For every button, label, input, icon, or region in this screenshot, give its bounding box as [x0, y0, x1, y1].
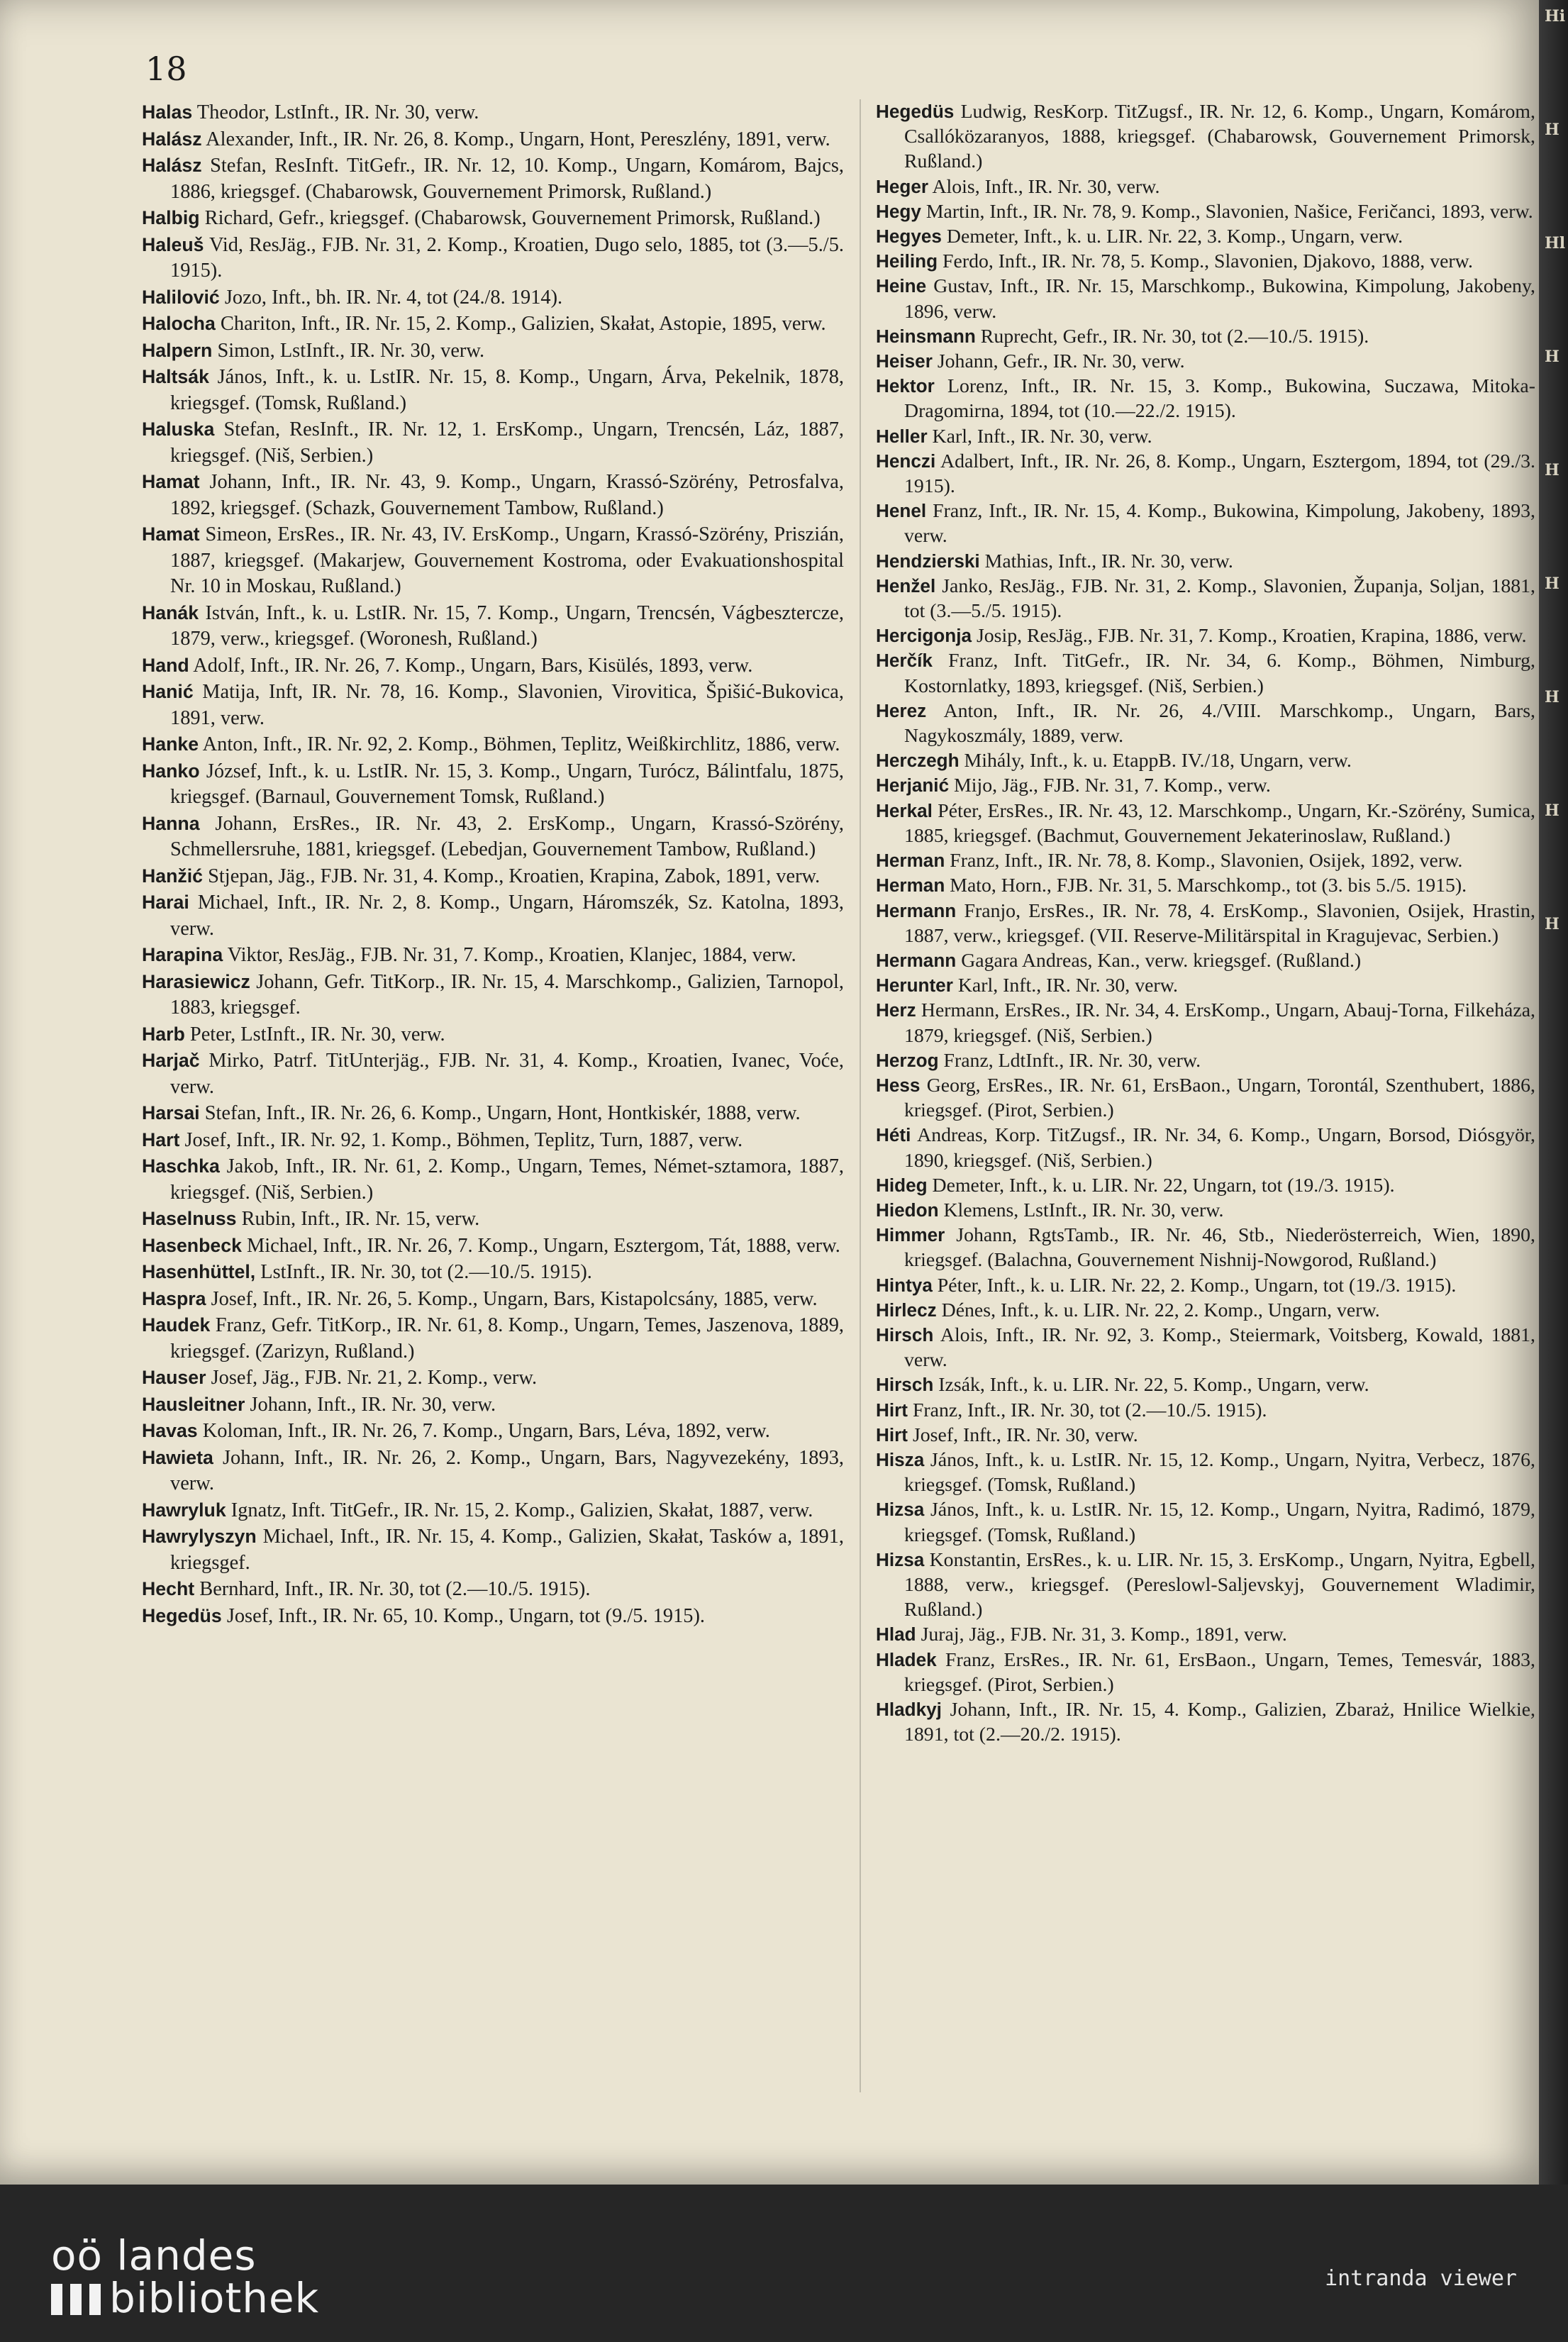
entry-details: János, Inft., k. u. LstIR. Nr. 15, 12. Komp., Ungarn, Nyitra, Radimó, 1879, kriegsgef. (Tomsk, Rußland.)	[904, 1499, 1535, 1546]
entry-details: Bernhard, Inft., IR. Nr. 30, tot (2.—10./5. 1915).	[194, 1578, 591, 1600]
entry-surname: Hanák	[142, 601, 199, 623]
entry-surname: Hecht	[142, 1578, 195, 1599]
entry-surname: Hanžić	[142, 865, 204, 887]
entry-surname: Hisza	[876, 1448, 925, 1470]
register-entry	[876, 449, 1535, 499]
register-entry	[876, 899, 1535, 948]
entry-surname: Hirt	[876, 1399, 908, 1421]
entry-surname: Harasiewicz	[142, 970, 250, 992]
entry-details: Mihály, Inft., k. u. EtappB. IV./18, Ungarn, verw.	[959, 750, 1352, 772]
register-entry	[876, 549, 1535, 574]
entry-details: Adalbert, Inft., IR. Nr. 26, 8. Komp., Ungarn, Esztergom, 1894, tot (29./3. 1915).	[904, 450, 1535, 498]
entry-details: Péter, ErsRes., IR. Nr. 43, 12. Marschkomp., Ungarn, Kr.-Szörény, Sumica, 1885, kriegsgef. (Bachmut, Gouvernement Jekaterinoslaw, Rußland.)	[904, 799, 1535, 847]
entry-details: Hermann, ErsRes., IR. Nr. 34, 4. ErsKomp., Ungarn, Abauj-Torna, Filkeháza, 1879, kriegsgef. (Niš, Serbien.)	[904, 999, 1535, 1047]
entry-details: Josip, ResJäg., FJB. Nr. 31, 7. Komp., Kroatien, Krapina, 1886, verw.	[972, 625, 1527, 648]
register-entry	[142, 521, 844, 600]
entry-surname: Halász	[142, 155, 202, 176]
register-entry	[876, 648, 1535, 698]
register-entry	[876, 873, 1535, 898]
entry-details: Alois, Inft., IR. Nr. 30, verw.	[928, 175, 1160, 198]
register-entry	[876, 1323, 1535, 1372]
register-entry	[876, 499, 1535, 548]
entry-surname: Herčík	[876, 650, 933, 672]
logo-bars-icon	[51, 2284, 104, 2315]
entry-surname: Harb	[142, 1023, 185, 1045]
entry-details: Stjepan, Jäg., FJB. Nr. 31, 4. Komp., Kroatien, Krapina, Zabok, 1891, verw.	[203, 865, 821, 887]
entry-surname: Hiedon	[876, 1199, 939, 1221]
entry-details: Richard, Gefr., kriegsgef. (Chabarowsk, Gouvernement Primorsk, Rußland.)	[199, 207, 821, 229]
column-divider	[860, 99, 861, 2092]
register-entry	[142, 969, 844, 1021]
entry-details: Dénes, Inft., k. u. LIR. Nr. 22, 2. Komp., Ungarn, verw.	[936, 1299, 1380, 1321]
entry-details: Jozo, Inft., bh. IR. Nr. 4, tot (24./8. 1914).	[219, 286, 563, 309]
entry-details: Franz, LdtInft., IR. Nr. 30, verw.	[938, 1049, 1201, 1072]
register-entry	[876, 1048, 1535, 1073]
entry-surname: Hirsch	[876, 1323, 934, 1345]
entry-surname: Hart	[142, 1128, 180, 1150]
entry-surname: Herzog	[876, 1049, 939, 1071]
register-entry	[142, 1153, 844, 1206]
adjacent-page-edge	[1539, 0, 1568, 2185]
library-logo[interactable]	[51, 2231, 320, 2322]
register-entry	[142, 416, 844, 469]
register-entry	[142, 1100, 844, 1127]
entry-surname: Hamat	[142, 471, 200, 492]
entry-surname: Halas	[142, 101, 193, 123]
entry-details: János, Inft., k. u. LstIR. Nr. 15, 12. Komp., Ungarn, Nyitra, Verbecz, 1876, kriegsgef. (Tomsk, Rußland.)	[904, 1448, 1535, 1497]
register-entry	[142, 863, 844, 890]
entry-details: Johann, Inft., IR. Nr. 26, 2. Komp., Ungarn, Bars, Nagyvezekény, 1893, verw.	[170, 1446, 844, 1494]
entry-details: József, Inft., k. u. LstIR. Nr. 15, 3. Komp., Ungarn, Turócz, Bálintfalu, 1875, kriegsgef. (Barnaul, Gouvernement Tomsk, Rußland.)	[170, 760, 844, 808]
register-entry	[876, 224, 1535, 249]
entry-details: Peter, LstInft., IR. Nr. 30, verw.	[184, 1023, 445, 1045]
entry-details: Andreas, Korp. TitZugsf., IR. Nr. 34, 6. Komp., Ungarn, Borsod, Diósgyör, 1890, kriegsgef. (Niš, Serbien.)	[904, 1124, 1535, 1172]
entry-details: Franz, Inft., IR. Nr. 30, tot (2.—10./5. 1915).	[908, 1399, 1267, 1421]
entry-surname: Henžel	[876, 575, 936, 596]
entry-surname: Hirlecz	[876, 1299, 937, 1321]
register-entry	[142, 1497, 844, 1524]
entry-details: Simeon, ErsRes., IR. Nr. 43, IV. ErsKomp., Ungarn, Krassó-Szörény, Priszián, 1887, kriegsgef. (Makarjew, Gouvernement Kostroma, oder Evakuationshospital Nr. 10 in Moskau, Rußland.)	[170, 523, 844, 597]
register-entry	[142, 1206, 844, 1233]
entry-details: Chariton, Inft., IR. Nr. 15, 2. Komp., Galizien, Skałat, Astopie, 1895, verw.	[215, 313, 826, 335]
entry-surname: Hamat	[142, 523, 200, 545]
entry-surname: Heinsmann	[876, 325, 976, 347]
entry-details: István, Inft., k. u. LstIR. Nr. 15, 7. Komp., Ungarn, Trencsén, Vágbesztercze, 1879, verw., kriegsgef. (Woronesh, Rußland.)	[170, 601, 844, 650]
register-entry	[142, 469, 844, 521]
entry-details: Stefan, ResInft., IR. Nr. 12, 1. ErsKomp., Ungarn, Trencsén, Láz, 1887, kriegsgef. (Niš, Serbien.)	[170, 418, 844, 467]
entry-details: Adolf, Inft., IR. Nr. 26, 7. Komp., Ungarn, Bars, Kisülés, 1893, verw.	[189, 654, 753, 677]
entry-surname: Harsai	[142, 1102, 200, 1123]
entry-details: Viktor, ResJäg., FJB. Nr. 31, 7. Komp., Kroatien, Klanjec, 1884, verw.	[223, 944, 796, 966]
register-entry	[876, 1123, 1535, 1172]
entry-surname: Herunter	[876, 975, 953, 997]
entry-surname: Haspra	[142, 1287, 206, 1309]
entry-details: Michael, Inft., IR. Nr. 26, 7. Komp., Ungarn, Esztergom, Tát, 1888, verw.	[241, 1234, 840, 1257]
entry-surname: Herkal	[876, 799, 933, 821]
entry-details: Franz, Gefr. TitKorp., IR. Nr. 61, 8. Komp., Ungarn, Temes, Jaszenova, 1889, kriegsgef. (Zarizyn, Rußland.)	[170, 1314, 844, 1363]
register-entry	[876, 374, 1535, 423]
entry-surname: Hegy	[876, 200, 921, 222]
register-entry	[142, 311, 844, 338]
entry-surname: Hendzierski	[876, 550, 980, 572]
register-entry	[876, 1548, 1535, 1623]
register-entry	[876, 973, 1535, 998]
entry-details: Johann, Inft., IR. Nr. 30, verw.	[245, 1393, 496, 1416]
entry-surname: Hegedüs	[142, 1604, 222, 1626]
entry-details: Anton, Inft., IR. Nr. 92, 2. Komp., Böhmen, Teplitz, Weißkirchlitz, 1886, verw.	[199, 733, 840, 755]
register-entry	[876, 998, 1535, 1048]
entry-details: Josef, Inft., IR. Nr. 26, 5. Komp., Ungarn, Bars, Kistapolcsány, 1885, verw.	[206, 1287, 818, 1310]
register-entry	[876, 748, 1535, 773]
edge-fragment: Hi	[1545, 7, 1566, 26]
entry-details: Gagara Andreas, Kan., verw. kriegsgef. (Rußland.)	[956, 949, 1362, 972]
entry-details: Ruprecht, Gefr., IR. Nr. 30, tot (2.—10./5. 1915).	[975, 325, 1369, 348]
entry-surname: Hektor	[876, 375, 935, 397]
register-entry	[876, 1273, 1535, 1298]
entry-surname: Havas	[142, 1420, 198, 1441]
entry-surname: Herjanić	[876, 775, 950, 797]
edge-fragment: H	[1545, 801, 1559, 820]
logo-line-2: bibliothek	[109, 2274, 320, 2322]
entry-details: Josef, Inft., IR. Nr. 30, verw.	[908, 1423, 1138, 1446]
entry-surname: Hand	[142, 654, 189, 676]
entry-surname: Hasenhüttel,	[142, 1261, 256, 1282]
entry-surname: Hausleitner	[142, 1393, 245, 1415]
register-entry	[876, 799, 1535, 848]
entry-details: János, Inft., k. u. LstIR. Nr. 15, 8. Komp., Ungarn, Árva, Pekelnik, 1878, kriegsgef. (Tomsk, Rußland.)	[170, 366, 844, 414]
register-entry	[876, 1697, 1535, 1747]
register-entry	[876, 1298, 1535, 1323]
entry-details: Franz, Inft. TitGefr., IR. Nr. 34, 6. Komp., Böhmen, Nimburg, Kostornlatky, 1893, kriegsgef. (Niš, Serbien.)	[904, 650, 1535, 697]
entry-details: Michael, Inft., IR. Nr. 15, 4. Komp., Galizien, Skałat, Tasków a, 1891, kriegsgef.	[170, 1526, 844, 1574]
register-entry	[876, 274, 1535, 323]
register-entry	[876, 1372, 1535, 1397]
entry-details: Koloman, Inft., IR. Nr. 26, 7. Komp., Ungarn, Bars, Léva, 1892, verw.	[197, 1420, 770, 1442]
entry-details: Mato, Horn., FJB. Nr. 31, 5. Marschkomp., tot (3. bis 5./5. 1915).	[945, 875, 1467, 897]
entry-surname: Hanke	[142, 733, 199, 755]
entry-details: Ludwig, ResKorp. TitZugsf., IR. Nr. 12, 6. Komp., Ungarn, Komárom, Csallóközaranyos, 1888, kriegsgef. (Chabarowsk, Gouvernement Primorsk, Rußland.)	[904, 101, 1535, 173]
register-entry	[142, 679, 844, 731]
register-entry	[876, 1173, 1535, 1198]
entry-details: Josef, Jäg., FJB. Nr. 21, 2. Komp., verw.	[206, 1367, 538, 1389]
entry-surname: Hegedüs	[876, 101, 955, 122]
entry-surname: Haleuš	[142, 233, 204, 255]
entry-details: Martin, Inft., IR. Nr. 78, 9. Komp., Slavonien, Našice, Feričanci, 1893, verw.	[921, 200, 1533, 223]
entry-details: Johann, Gefr., IR. Nr. 30, verw.	[932, 350, 1185, 373]
entry-details: Alexander, Inft., IR. Nr. 26, 8. Komp., Ungarn, Hont, Pereszlény, 1891, verw.	[201, 128, 830, 150]
entry-surname: Hawrylyszyn	[142, 1526, 257, 1547]
register-entry	[142, 1312, 844, 1365]
register-entry	[876, 574, 1535, 623]
entry-surname: Harapina	[142, 944, 223, 965]
entry-details: Ignatz, Inft. TitGefr., IR. Nr. 15, 2. Komp., Galizien, Skałat, 1887, verw.	[226, 1499, 813, 1521]
entry-details: Juraj, Jäg., FJB. Nr. 31, 3. Komp., 1891, verw.	[916, 1624, 1287, 1646]
entry-surname: Halpern	[142, 339, 213, 361]
entry-surname: Hercigonja	[876, 625, 972, 647]
entry-surname: Halocha	[142, 313, 216, 334]
entry-details: Franz, Inft., IR. Nr. 15, 4. Komp., Bukowina, Kimpolung, Jakobeny, 1893, verw.	[904, 500, 1535, 548]
register-entry	[876, 174, 1535, 199]
entry-surname: Hirsch	[876, 1374, 934, 1396]
register-entry	[142, 1259, 844, 1286]
register-entry	[876, 699, 1535, 748]
entry-surname: Hideg	[876, 1174, 928, 1196]
entry-details: Josef, Inft., IR. Nr. 65, 10. Komp., Ungarn, tot (9./5. 1915).	[221, 1604, 706, 1627]
entry-surname: Haluska	[142, 418, 215, 440]
entry-surname: Hizsa	[876, 1499, 925, 1521]
entry-surname: Herman	[876, 875, 945, 897]
entry-details: Karl, Inft., IR. Nr. 30, verw.	[952, 975, 1178, 997]
entry-details: Matija, Inft, IR. Nr. 78, 16. Komp., Slavonien, Virovitica, Špišić-Bukovica, 1891, verw.	[170, 681, 844, 729]
entry-surname: Heiser	[876, 350, 933, 372]
entry-details: Demeter, Inft., k. u. LIR. Nr. 22, Ungarn, tot (19./3. 1915).	[927, 1174, 1395, 1197]
register-entry	[142, 653, 844, 679]
entry-details: Rubin, Inft., IR. Nr. 15, verw.	[236, 1208, 480, 1230]
entry-surname: Haschka	[142, 1155, 220, 1177]
register-entry	[876, 199, 1535, 224]
entry-details: Theodor, LstInft., IR. Nr. 30, verw.	[192, 101, 479, 123]
register-entry	[142, 731, 844, 758]
register-entry	[876, 1198, 1535, 1223]
entry-details: Josef, Inft., IR. Nr. 92, 1. Komp., Böhmen, Teplitz, Turn, 1887, verw.	[179, 1128, 743, 1151]
entry-details: Johann, Gefr. TitKorp., IR. Nr. 15, 4. Marschkomp., Galizien, Tarnopol, 1883, kriegsgef.	[170, 970, 844, 1019]
edge-fragment: H	[1545, 688, 1559, 706]
entry-details: Johann, Inft., IR. Nr. 43, 9. Komp., Ungarn, Krassó-Szörény, Petrosfalva, 1892, kriegsgef. (Schazk, Gouvernement Tambow, Rußland.)	[170, 471, 844, 519]
entry-surname: Harai	[142, 892, 189, 913]
register-entry	[142, 126, 844, 153]
entry-surname: Henel	[876, 500, 927, 522]
register-entry	[142, 1286, 844, 1313]
entry-surname: Hess	[876, 1074, 921, 1096]
register-entry	[876, 1223, 1535, 1272]
entry-surname: Hanna	[142, 812, 200, 834]
register-entry	[142, 205, 844, 232]
register-entry	[142, 152, 844, 205]
register-entry	[876, 1622, 1535, 1647]
entry-surname: Hermann	[876, 949, 957, 971]
register-entry	[142, 1365, 844, 1392]
entry-surname: Herman	[876, 850, 945, 872]
page-number: 18	[145, 50, 187, 88]
viewer-label[interactable]: intranda viewer	[1325, 2266, 1517, 2291]
register-entry	[142, 811, 844, 863]
register-entry	[876, 948, 1535, 973]
edge-fragment: H	[1545, 915, 1559, 933]
entry-details: Jakob, Inft., IR. Nr. 61, 2. Komp., Ungarn, Temes, Német-sztamora, 1887, kriegsgef. (Niš, Serbien.)	[170, 1155, 844, 1204]
register-entry	[142, 1603, 844, 1630]
entry-surname: Hasenbeck	[142, 1234, 242, 1256]
entry-details: LstInft., IR. Nr. 30, tot (2.—10./5. 1915).	[255, 1261, 592, 1283]
entry-surname: Hladkyj	[876, 1699, 942, 1720]
entry-details: Stefan, ResInft. TitGefr., IR. Nr. 12, 10. Komp., Ungarn, Komárom, Bajcs, 1886, kriegsgef. (Chabarowsk, Gouvernement Primorsk, Rußland.)	[170, 155, 844, 203]
right-column	[876, 99, 1535, 1747]
entry-surname: Hirt	[876, 1423, 908, 1445]
entry-details: Mijo, Jäg., FJB. Nr. 31, 7. Komp., verw.	[949, 775, 1271, 797]
edge-fragment: H	[1545, 575, 1559, 593]
entry-details: Franz, Inft., IR. Nr. 78, 8. Komp., Slavonien, Osijek, 1892, verw.	[945, 850, 1463, 872]
logo-line-1: oö landes	[51, 2231, 257, 2280]
entry-surname: Heine	[876, 275, 927, 297]
entry-surname: Haudek	[142, 1314, 211, 1336]
register-entry	[142, 1021, 844, 1048]
entry-surname: Halilović	[142, 286, 220, 308]
entry-surname: Haltsák	[142, 366, 209, 387]
entry-details: Ferdo, Inft., IR. Nr. 78, 5. Komp., Slavonien, Djakovo, 1888, verw.	[938, 250, 1473, 273]
register-entry	[142, 1576, 844, 1603]
entry-surname: Héti	[876, 1124, 911, 1146]
register-entry	[142, 1418, 844, 1445]
entry-surname: Hawieta	[142, 1446, 213, 1468]
entry-details: Johann, Inft., IR. Nr. 15, 4. Komp., Galizien, Zbaraż, Hnilice Wielkie, 1891, tot (2.—20./2. 1915).	[904, 1699, 1535, 1746]
entry-details: Franjo, ErsRes., IR. Nr. 78, 4. ErsKomp., Slavonien, Osijek, Hrastin, 1887, verw., kriegsgef. (VII. Reserve-Militärspital in Kragujevac, Serbien.)	[904, 899, 1535, 947]
entry-surname: Herz	[876, 999, 916, 1021]
entry-surname: Harjač	[142, 1050, 200, 1071]
register-entry	[876, 349, 1535, 374]
entry-details: Demeter, Inft., k. u. LIR. Nr. 22, 3. Komp., Ungarn, verw.	[941, 226, 1403, 248]
register-entry	[142, 338, 844, 365]
register-entry	[142, 758, 844, 811]
register-entry	[876, 848, 1535, 873]
register-entry	[876, 99, 1535, 174]
entry-details: Franz, ErsRes., IR. Nr. 61, ErsBaon., Ungarn, Temes, Temesvár, 1883, kriegsgef. (Pirot, Serbien.)	[904, 1648, 1535, 1696]
entry-surname: Herez	[876, 699, 927, 721]
entry-surname: Haselnuss	[142, 1208, 237, 1229]
entry-surname: Henczi	[876, 450, 936, 472]
register-entry	[142, 1048, 844, 1100]
entry-details: Karl, Inft., IR. Nr. 30, verw.	[927, 425, 1152, 448]
entry-details: Janko, ResJäg., FJB. Nr. 31, 2. Komp., Slavonien, Županja, Soljan, 1881, tot (3.—5./5. 1915).	[904, 575, 1535, 623]
register-entry	[142, 364, 844, 416]
register-entry	[876, 1423, 1535, 1448]
entry-details: Simon, LstInft., IR. Nr. 30, verw.	[212, 339, 485, 362]
register-entry	[142, 232, 844, 284]
register-entry	[876, 773, 1535, 798]
entry-details: Mathias, Inft., IR. Nr. 30, verw.	[979, 550, 1233, 572]
entry-surname: Heger	[876, 175, 929, 197]
register-entry	[142, 600, 844, 653]
register-entry	[876, 623, 1535, 648]
entry-details: Klemens, LstInft., IR. Nr. 30, verw.	[938, 1199, 1224, 1221]
entry-surname: Hegyes	[876, 226, 942, 248]
register-entry	[876, 249, 1535, 274]
entry-surname: Heiling	[876, 250, 938, 272]
register-entry	[876, 1497, 1535, 1547]
entry-details: Johann, RgtsTamb., IR. Nr. 46, Stb., Niederösterreich, Wien, 1890, kriegsgef. (Balachna, Gouvernement Nishnij-Nowgorod, Rußland.)	[904, 1224, 1535, 1272]
entry-surname: Hizsa	[876, 1548, 925, 1570]
entry-details: Péter, Inft., k. u. LIR. Nr. 22, 2. Komp., Ungarn, tot (19./3. 1915).	[932, 1274, 1457, 1297]
entry-surname: Hlad	[876, 1624, 916, 1645]
register-entry	[142, 1127, 844, 1154]
entry-surname: Hermann	[876, 899, 957, 921]
register-entry	[142, 942, 844, 969]
left-column	[142, 99, 844, 1629]
register-entry	[876, 1448, 1535, 1497]
register-entry	[142, 1445, 844, 1497]
entry-details: Vid, ResJäg., FJB. Nr. 31, 2. Komp., Kroatien, Dugo selo, 1885, tot (3.—5./5. 1915).	[170, 233, 844, 282]
entry-surname: Halász	[142, 128, 202, 150]
entry-surname: Himmer	[876, 1224, 945, 1246]
entry-details: Alois, Inft., IR. Nr. 92, 3. Komp., Steiermark, Voitsberg, Kowald, 1881, verw.	[904, 1323, 1535, 1372]
register-entry	[142, 889, 844, 942]
register-entry	[142, 1233, 844, 1260]
register-entry	[142, 1524, 844, 1576]
entry-details: Konstantin, ErsRes., k. u. LIR. Nr. 15, 3. ErsKomp., Ungarn, Nyitra, Egbell, 1888, verw., kriegsgef. (Pereslowl-Saljevskyj, Gouvernement Wladimir, Rußland.)	[904, 1548, 1535, 1621]
entry-surname: Hladek	[876, 1648, 937, 1670]
entry-surname: Hauser	[142, 1367, 206, 1388]
entry-details: Stefan, Inft., IR. Nr. 26, 6. Komp., Ungarn, Hont, Hontkiskér, 1888, verw.	[199, 1102, 801, 1124]
entry-surname: Hawryluk	[142, 1499, 226, 1521]
register-entry	[876, 324, 1535, 349]
register-entry	[876, 424, 1535, 449]
entry-details: Johann, ErsRes., IR. Nr. 43, 2. ErsKomp., Ungarn, Krassó-Szörény, Schmellersruhe, 1881, kriegsgef. (Lebedjan, Gouvernement Tambow, Rußland.)	[170, 812, 844, 860]
edge-fragment: Hl	[1545, 234, 1566, 252]
entry-details: Michael, Inft., IR. Nr. 2, 8. Komp., Ungarn, Háromszék, Sz. Katolna, 1893, verw.	[170, 892, 844, 940]
entry-details: Georg, ErsRes., IR. Nr. 61, ErsBaon., Ungarn, Torontál, Szenthubert, 1886, kriegsgef. (Pirot, Serbien.)	[904, 1074, 1535, 1122]
entry-details: Lorenz, Inft., IR. Nr. 15, 3. Komp., Bukowina, Suczawa, Mitoka-Dragomirna, 1894, tot (10.—22./2. 1915).	[904, 375, 1535, 423]
register-entry	[876, 1073, 1535, 1123]
entry-surname: Hanić	[142, 681, 194, 702]
entry-surname: Halbig	[142, 207, 200, 228]
register-entry	[142, 284, 844, 311]
edge-fragment: H	[1545, 461, 1559, 479]
register-entry	[142, 1392, 844, 1419]
edge-fragment: H	[1545, 121, 1559, 139]
entry-surname: Herczegh	[876, 750, 960, 772]
register-entry	[876, 1398, 1535, 1423]
edge-fragment: H	[1545, 348, 1559, 366]
entry-surname: Heller	[876, 425, 928, 447]
register-entry	[142, 99, 844, 126]
entry-details: Anton, Inft., IR. Nr. 26, 4./VIII. Marschkomp., Ungarn, Bars, Nagykoszmály, 1889, verw.	[904, 699, 1535, 748]
entry-details: Gustav, Inft., IR. Nr. 15, Marschkomp., Bukowina, Kimpolung, Jakobeny, 1896, verw.	[904, 275, 1535, 323]
entry-surname: Hintya	[876, 1274, 933, 1296]
register-entry	[876, 1648, 1535, 1697]
entry-details: Izsák, Inft., k. u. LIR. Nr. 22, 5. Komp., Ungarn, verw.	[933, 1374, 1369, 1397]
entry-surname: Hanko	[142, 760, 200, 782]
entry-details: Mirko, Patrf. TitUnterjäg., FJB. Nr. 31, 4. Komp., Kroatien, Ivanec, Voće, verw.	[170, 1050, 844, 1098]
